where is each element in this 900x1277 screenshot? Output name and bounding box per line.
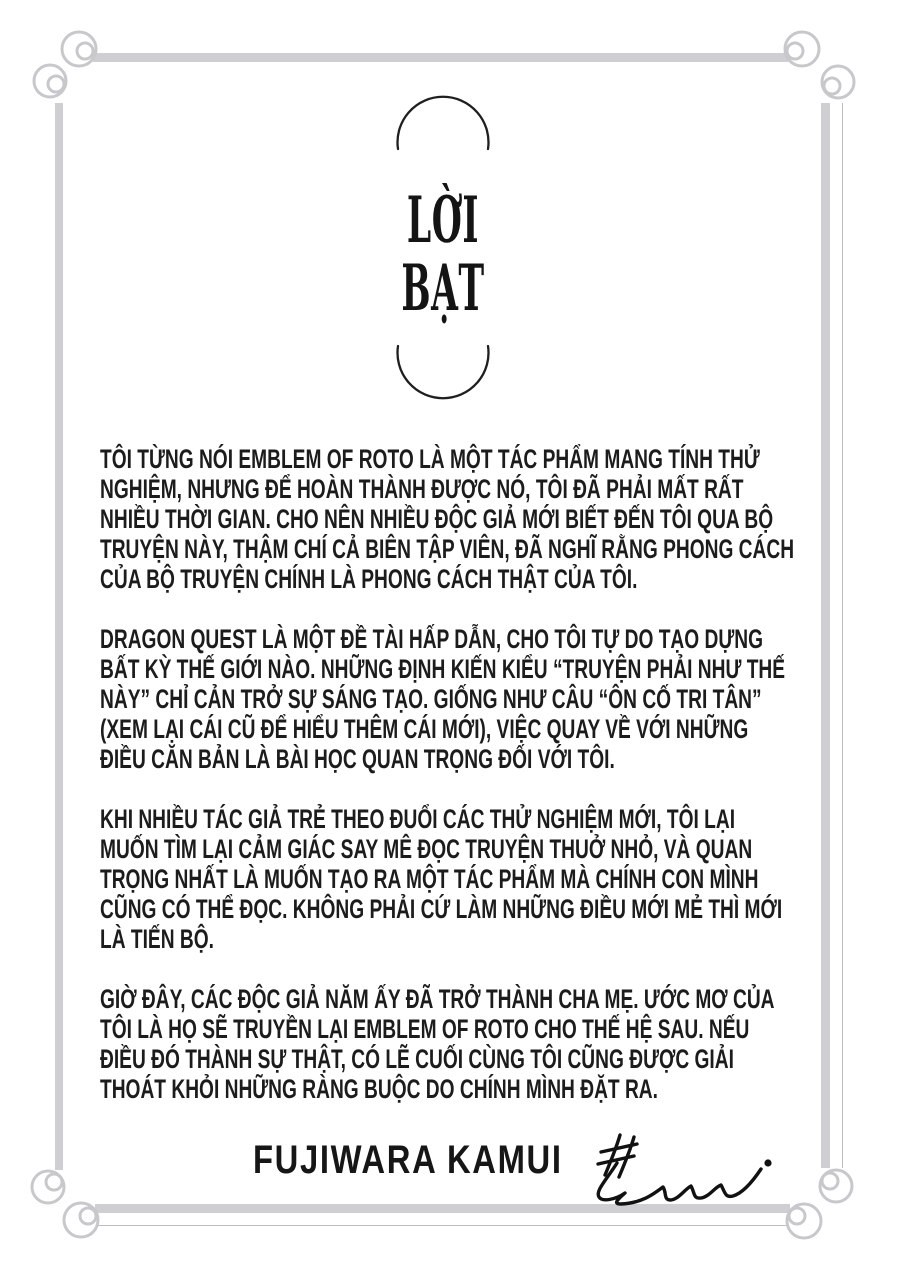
paragraph-line: TÔI LÀ HỌ SẼ TRUYỀN LẠI EMBLEM OF ROTO CHO THẾ HỆ SAU. NẾU [100,1014,750,1044]
afterword-paragraph-4 [100,984,800,1104]
paragraph-line: CỦA BỘ TRUYỆN CHÍNH LÀ PHONG CÁCH THẬT CỦA TÔI. [100,564,638,594]
paragraph-line: NÀY” CHỈ CẢN TRỞ SỰ SÁNG TẠO. GIỐNG NHƯ CÂU “ÔN CỐ TRI TÂN” [100,684,762,714]
paragraph-line: NGHIỆM, NHƯNG ĐỂ HOÀN THÀNH ĐƯỢC NÓ, TÔI ĐÃ PHẢI MẤT RẤT [100,474,744,504]
paragraph-line: DRAGON QUEST LÀ MỘT ĐỀ TÀI HẤP DẪN, CHO TÔI TỰ DO TẠO DỰNG [100,624,763,654]
afterword-text [100,444,800,1134]
page-title-line-1: LỜI [406,183,480,258]
paragraph-line: NHIỀU THỜI GIAN. CHO NÊN NHIỀU ĐỘC GIẢ MỚI BIẾT ĐẾN TÔI QUA BỘ [100,504,774,534]
paragraph-line: (XEM LẠI CÁI CŨ ĐỂ HIỂU THÊM CÁI MỚI), VIỆC QUAY VỀ VỚI NHỮNG [100,714,749,744]
corner-curl-top-left-icon [34,32,96,97]
afterword-paragraph-2 [100,624,800,774]
title-capsule-arc-bottom [397,346,488,398]
paragraph-line: TRUYỆN NÀY, THẬM CHÍ CẢ BIÊN TẬP VIÊN, ĐÃ NGHĨ RẰNG PHONG CÁCH [100,534,795,564]
paragraph-line: ĐIỀU ĐÓ THÀNH SỰ THẬT, CÓ LẼ CUỐI CÙNG TÔI CŨNG ĐƯỢC GIẢI [100,1044,734,1074]
paragraph-line: THOÁT KHỎI NHỮNG RÀNG BUỘC DO CHÍNH MÌNH ĐẶT RA. [100,1074,658,1104]
paragraph-line: GIỜ ĐÂY, CÁC ĐỘC GIẢ NĂM ẤY ĐÃ TRỞ THÀNH CHA MẸ. ƯỚC MƠ CỦA [100,984,775,1014]
page-title-line-2: BẠT [401,251,485,326]
corner-curl-top-right-icon [785,32,854,98]
author-name: FUJIWARA KAMUI [253,1138,563,1182]
signature-row [0,1122,900,1222]
paragraph-line: LÀ TIẾN BỘ. [100,924,214,954]
autograph-signature-icon [583,1122,793,1222]
paragraph-line: TRỌNG NHẤT LÀ MUỐN TẠO RA MỘT TÁC PHẨM MÀ CHÍNH CON MÌNH [100,864,759,894]
paragraph-line: KHI NHIỀU TÁC GIẢ TRẺ THEO ĐUỔI CÁC THỬ NGHIỆM MỚI, TÔI LẠI [100,804,736,834]
paragraph-line: MUỐN TÌM LẠI CẢM GIÁC SAY MÊ ĐỌC TRUYỆN THUỞ NHỎ, VÀ QUAN [100,834,753,864]
afterword-paragraph-1 [100,444,800,594]
paragraph-line: ĐIỀU CĂN BẢN LÀ BÀI HỌC QUAN TRỌNG ĐỐI VỚI TÔI. [100,744,615,774]
paragraph-line: TÔI TỪNG NÓI EMBLEM OF ROTO LÀ MỘT TÁC PHẨM MANG TÍNH THỬ [100,444,760,474]
title-capsule-arc-top [398,97,489,149]
paragraph-line: BẤT KỲ THẾ GIỚI NÀO. NHỮNG ĐỊNH KIẾN KIỂU “TRUYỆN PHẢI NHƯ THẾ [100,654,786,684]
paragraph-line: CŨNG CÓ THỂ ĐỌC. KHÔNG PHẢI CỨ LÀM NHỮNG ĐIỀU MỚI MẺ THÌ MỚI [100,894,783,924]
afterword-paragraph-3 [100,804,800,954]
